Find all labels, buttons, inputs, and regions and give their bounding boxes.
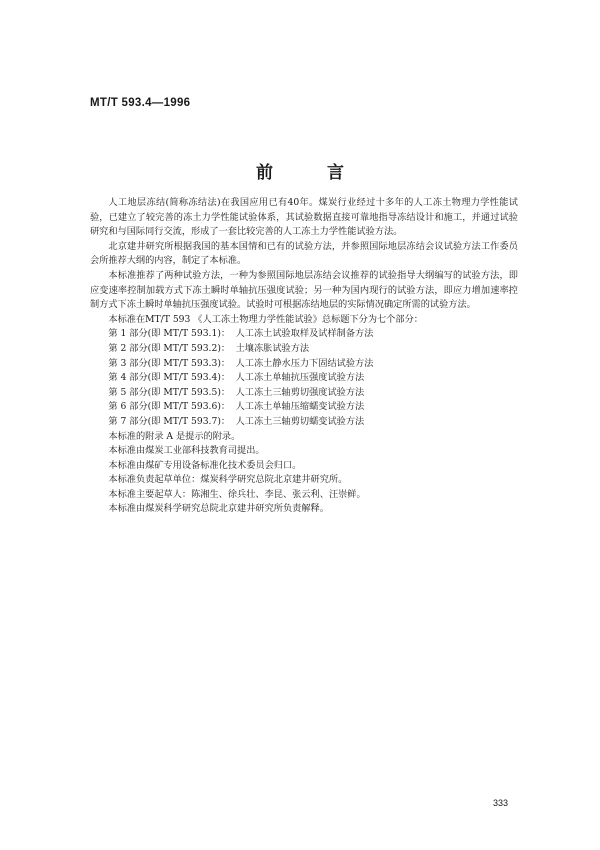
list-item xyxy=(90,371,518,386)
part-title: 人工冻土单轴压缩蠕变试验方法 xyxy=(235,401,365,413)
intro-paragraph: 本标准在MT/T 593 《人工冻土物理力学性能试验》总标题下分为七个部分： xyxy=(108,313,423,325)
part-title: 人工冻土静水压力下固结试验方法 xyxy=(235,357,374,369)
list-item xyxy=(90,415,518,430)
page-number: 333 xyxy=(493,798,509,808)
part-title: 人工冻土三轴剪切蠕变试验方法 xyxy=(235,415,365,427)
part-label: 第 1 部分(即 MT/T 593.1)： xyxy=(108,328,231,340)
part-label: 第 7 部分(即 MT/T 593.7)： xyxy=(108,415,231,427)
list-item xyxy=(90,357,518,372)
parts-list xyxy=(90,327,518,429)
standard-code: MT/T 593.4—1996 xyxy=(90,97,191,109)
part-label: 第 6 部分(即 MT/T 593.6)： xyxy=(108,401,231,413)
part-title: 人工冻土三轴剪切强度试验方法 xyxy=(235,386,365,398)
part-label: 第 3 部分(即 MT/T 593.3)： xyxy=(108,357,231,369)
list-item xyxy=(90,342,518,357)
part-label: 第 4 部分(即 MT/T 593.4)： xyxy=(108,372,231,384)
page-title: 前 言 xyxy=(256,163,368,183)
closing-paragraph: 本标准的附录 A 是提示的附录。 xyxy=(108,430,241,442)
list-item xyxy=(90,386,518,401)
closing-paragraph: 本标准负责起草单位：煤炭科学研究总院北京建井研究所。 xyxy=(108,474,348,486)
intro-paragraph: 本标准推荐了两种试验方法，一种为参照国际地层冻结会议推荐的试验指导大纲编写的试验方法，即应变速率控制加载方式下冻土瞬时单轴抗压强度试验；另一种为国内现行的试验方法，即应力增加速率控制方式下冻土瞬时单轴抗压强度试验。试验时可根据冻结地层的实际情况确定所需的试验方法。 xyxy=(90,269,518,311)
part-title: 人工冻土试验取样及试样制备方法 xyxy=(235,328,374,340)
closing-paragraph: 本标准由煤炭科学研究总院北京建井研究所负责解释。 xyxy=(108,503,329,515)
part-label: 第 5 部分(即 MT/T 593.5)： xyxy=(108,386,231,398)
list-item xyxy=(90,327,518,342)
part-title: 土壤冻胀试验方法 xyxy=(235,342,310,354)
closing-paragraph: 本标准由煤炭工业部科技教育司提出。 xyxy=(108,445,265,457)
closing-paragraph: 本标准主要起草人：陈湘生、徐兵壮、李昆、张云利、汪崇鲜。 xyxy=(108,488,366,500)
intro-paragraph: 人工地层冻结(简称冻结法)在我国应用已有40年。煤炭行业经过十多年的人工冻土物理力学性能试验，已建立了较完善的冻土力学性能试验体系，其试验数据直接可靠地指导冻结设计和施工，并通过试验研究和与国际同行交流，形成了一套比较完善的人工冻土力学性能试验方法。 xyxy=(90,197,518,238)
closing-paragraph: 本标准由煤矿专用设备标准化技术委员会归口。 xyxy=(108,459,302,471)
foreword-body xyxy=(90,196,518,517)
part-label: 第 2 部分(即 MT/T 593.2)： xyxy=(108,342,231,354)
intro-paragraph: 北京建井研究所根据我国的基本国情和已有的试验方法，并参照国际地层冻结会议试验方法工作委员会所推荐大纲的内容，制定了本标准。 xyxy=(90,240,518,267)
part-title: 人工冻土单轴抗压强度试验方法 xyxy=(235,372,365,384)
list-item xyxy=(90,400,518,415)
